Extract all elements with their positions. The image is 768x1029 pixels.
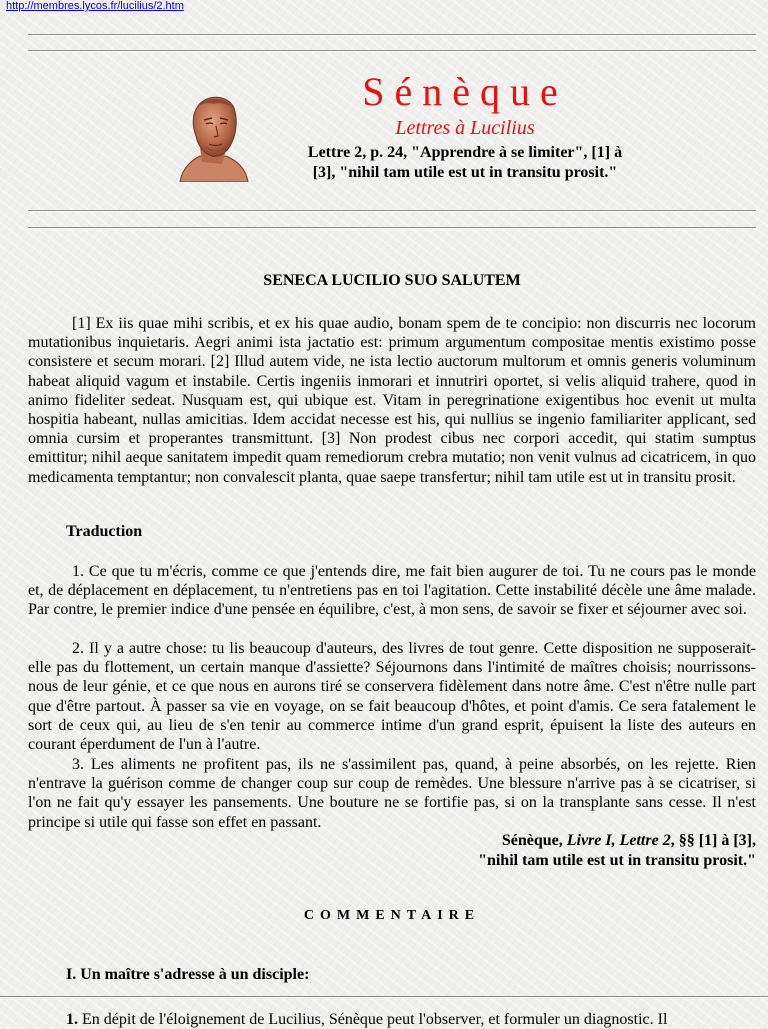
page-subtitle: Lettres à Lucilius [395,117,535,139]
page-title: Sénèque [362,69,568,114]
signature [478,831,756,870]
header-rule-2 [28,227,756,229]
commentary-paragraph-1 [66,1010,756,1029]
letter-reference-line-2: [3], "nihil tam utile est ut in transitu prosit." [312,164,618,181]
commentary-section-1-heading: I. Un maître s'adresse à un disciple: [66,966,310,983]
section-rule [0,996,768,998]
page-url-link[interactable]: http://membres.lycos.fr/lucilius/2.htm [6,0,184,12]
signature-work: Livre I, Lettre 2 [566,832,671,849]
translation-paragraph-2: 2. Il y a autre chose: tu lis beaucoup d'auteurs, des livres de tout genre. Cette disposition ne supposerait-elle pas du flottement, un certain manque d'assiette? Séjournons dans l'intimité de maîtres choisis; nourrissons-nous de leur génie, et ce que nous en aurons tiré se conservera fidèlement dans notre âme. C'est n'être nulle part que d'être partout. À passer sa vie en voyage, on se fait beaucoup d'hôtes, et point d'amis. Ce sera fatalement le sort de ceux qui, au lieu de s'en tenir au commerce intime d'un grand esprit, épuisent la liste des auteurs en courant éperdument de l'un à l'autre. [28,640,756,754]
translation-paragraph-3: 3. Les aliments ne profitent pas, ils ne s'assimilent pas, quand, à peine absorbés, on les rejette. Rien n'entrave la guérison comme de changer coup sur coup de remèdes. Une blessure n'arrive pas à se cicatriser, si l'on ne fait qu'y essayer les pansements. Une bouture ne se fortifie pas, si on la transplante sans cesse. Il n'est principe si utile qui fasse son effet en passant. [28,756,756,831]
commentary-paragraph-1-text: En dépit de l'éloignement de Lucilius, Sénèque peut l'observer, et formuler un diagnostic. Il [78,1011,668,1028]
header-rule-1 [28,210,756,212]
signature-author: Sénèque, [501,832,563,849]
top-rule-2 [28,50,756,52]
letter-reference-line-1: Lettre 2, p. 24, "Apprendre à se limiter", [1] à [307,144,623,161]
signature-refs: , §§ [1] à [3], [670,832,756,849]
letter-reference [280,143,650,183]
top-rule-1 [28,34,756,36]
translation-paragraph-1: 1. Ce que tu m'écris, comme ce que j'entends dire, me fait bien augurer de toi. Tu ne cours pas le monde et, de déplacement en déplacement, tu n'entretiens pas en toi l'agitation. Cette instabilité décèle une âme malade. Par contre, le premier indice d'une pensée en équilibre, c'est, à mon sens, de savoir se fixer et séjourner avec soi. [28,563,756,619]
signature-quote: "nihil tam utile est ut in transitu prosit." [478,851,756,869]
commentary-heading: COMMENTAIRE [303,908,481,923]
translation-heading: Traduction [66,523,143,540]
latin-salutation: SENECA LUCILIO SUO SALUTEM [263,272,521,289]
latin-text: [1] Ex iis quae mihi scribis, et ex his quae audio, bonam spem de te concipio: non discurris nec locorum mutationibus inquietaris. Aegri animi ista jactatio est: primum argumentum compositae mentis existimo posse consistere et secum morari. [2] Illud autem vide, ne ista lectio auctorum multorum et omnis generis voluminum habeat aliquid vagum et instabile. Certis ingeniis inmorari et innutriri oportet, si velis aliquid trahere, quod in animo fideliter sedeat. Nusquam est, qui ubique est. Vitam in peregrinatione exigentibus hoc evenit ut multa hospitia habeant, nullas amicitias. Idem accidat necesse est his, qui nullius se ingenio familiariter applicant, sed omnia cursim et properantes transmittunt. [3] Non prodest cibus nec corpori accedit, qui statim sumptus emittitur; nihil aeque sanitatem impedit quam remediorum crebra mutatio; non venit vulnus ad cicatricem, in quo medicamenta temptantur; non convalescit planta, quae saepe transfertur; nihil tam utile est ut in transitu prosit. [28,315,756,486]
commentary-paragraph-1-number: 1. [66,1011,78,1028]
seneca-bust-image [176,90,250,182]
